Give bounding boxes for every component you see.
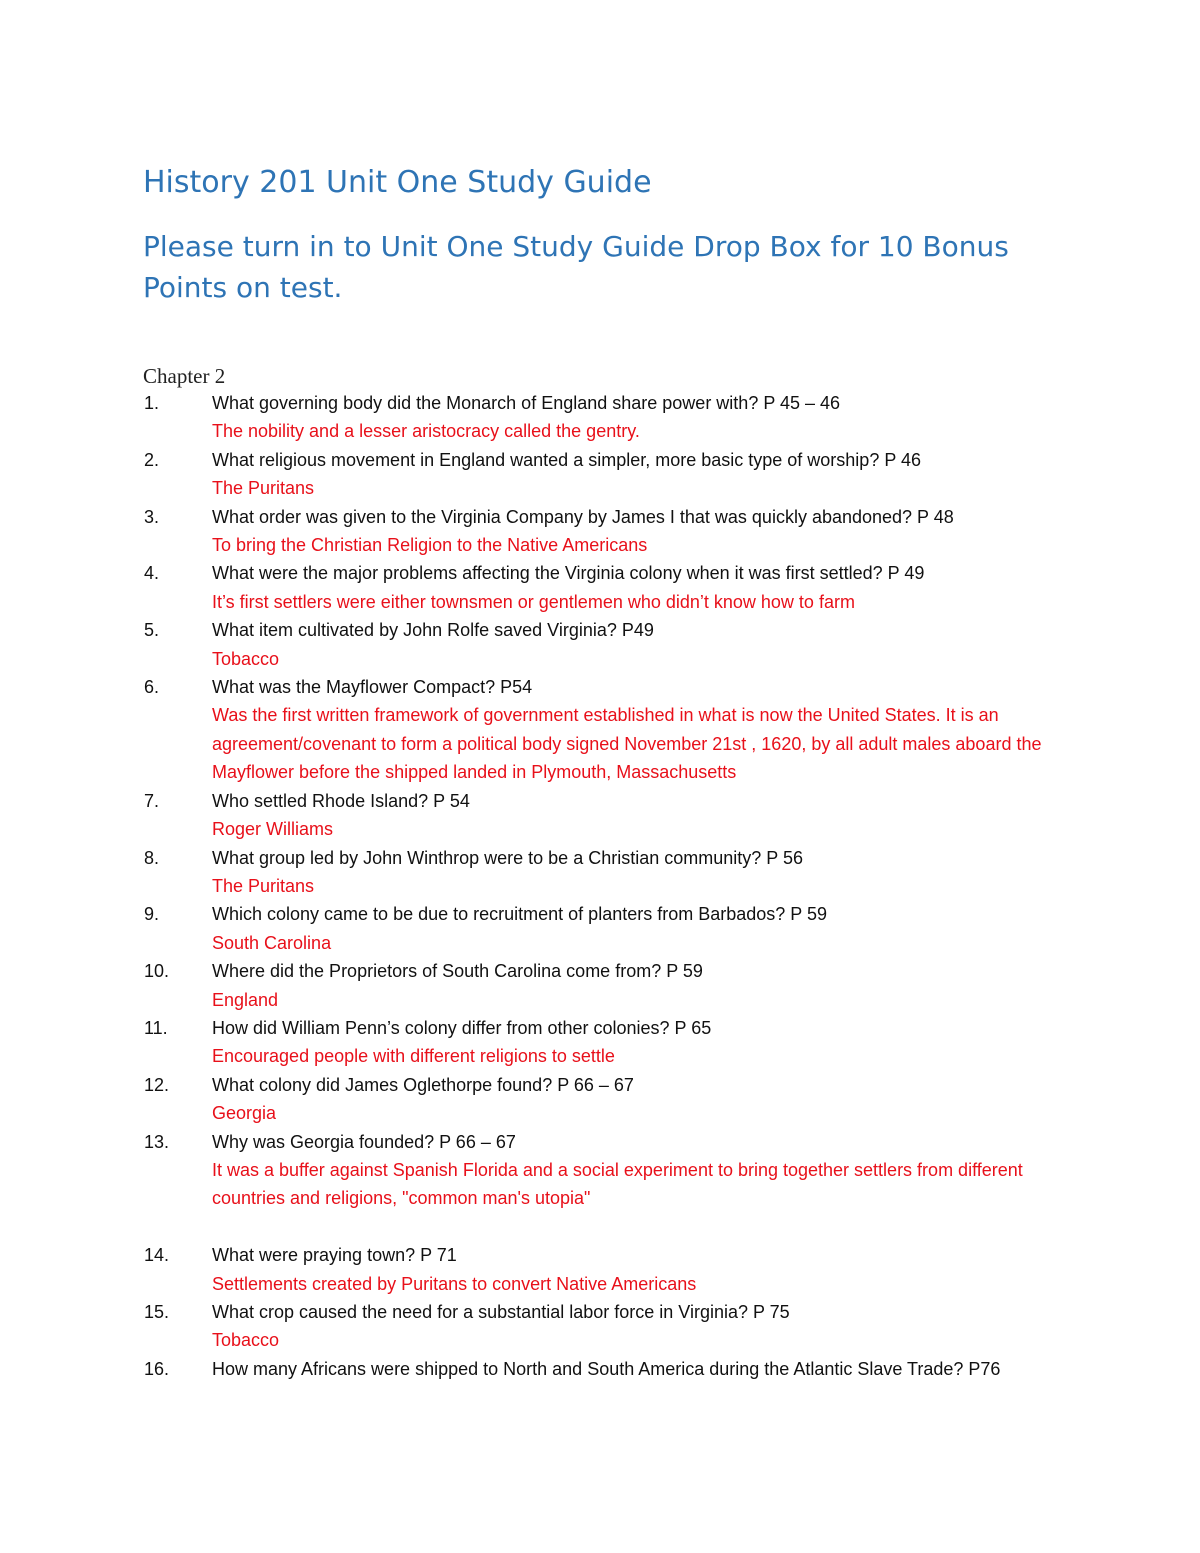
- question-text: How did William Penn’s colony differ from other colonies? P 65: [212, 1017, 712, 1038]
- answer-text: Tobacco: [212, 1330, 280, 1351]
- question-text: What group led by John Winthrop were to be a Christian community? P 56: [212, 847, 803, 868]
- answer-text: It’s first settlers were either townsmen or gentlemen who didn’t know how to farm: [212, 591, 855, 612]
- answer-text: It was a buffer against Spanish Florida and a social experiment to bring together settlers from different countries and religions, "common man's utopia": [212, 1159, 1023, 1209]
- question-number: 13.: [144, 1131, 170, 1152]
- question-item: [0, 673, 1200, 787]
- question-text: What crop caused the need for a substantial labor force in Virginia? P 75: [212, 1301, 790, 1322]
- question-item: [0, 446, 1200, 503]
- question-number: 16.: [144, 1358, 170, 1379]
- question-item: [0, 900, 1200, 957]
- question-number: 4.: [144, 563, 160, 584]
- question-text: What governing body did the Monarch of England share power with? P 45 – 46: [212, 393, 841, 413]
- question-number: 2.: [144, 449, 160, 470]
- question-text: What religious movement in England wanted a simpler, more basic type of worship? P 46: [212, 449, 922, 470]
- question-text: Who settled Rhode Island? P 54: [212, 790, 470, 811]
- question-text: Which colony came to be due to recruitment of planters from Barbados? P 59: [212, 904, 827, 925]
- answer-text: To bring the Christian Religion to the Native Americans: [212, 535, 648, 556]
- answer-text: Encouraged people with different religions to settle: [212, 1046, 615, 1067]
- question-item: [0, 389, 1200, 446]
- question-item: [0, 787, 1200, 844]
- chapter-heading: Chapter 2: [143, 364, 226, 388]
- answer-text: Settlements created by Puritans to convert Native Americans: [212, 1273, 697, 1294]
- question-number: 3.: [144, 506, 160, 527]
- question-item: [0, 1241, 1200, 1298]
- question-text: What colony did James Oglethorpe found? P 66 – 67: [212, 1074, 634, 1095]
- question-list: [0, 389, 1200, 1383]
- question-text: What were the major problems affecting the Virginia colony when it was first settled? P 49: [212, 563, 925, 584]
- question-number: 1.: [144, 393, 160, 413]
- question-item: [0, 616, 1200, 673]
- question-item: [0, 1298, 1200, 1355]
- question-item: [0, 1355, 1200, 1383]
- question-item: [0, 559, 1200, 616]
- answer-text: Tobacco: [212, 648, 280, 669]
- answer-text: The Puritans: [212, 875, 315, 896]
- question-item: [0, 503, 1200, 560]
- question-number: 12.: [144, 1074, 170, 1095]
- question-text: Where did the Proprietors of South Carolina come from? P 59: [212, 961, 703, 982]
- question-text: What item cultivated by John Rolfe saved Virginia? P49: [212, 620, 654, 641]
- answer-text: Georgia: [212, 1103, 277, 1124]
- question-item: [0, 1014, 1200, 1071]
- question-text: Why was Georgia founded? P 66 – 67: [212, 1131, 516, 1152]
- question-text: What was the Mayflower Compact? P54: [212, 677, 533, 698]
- question-number: 9.: [144, 904, 160, 925]
- question-item: [0, 1071, 1200, 1128]
- question-item: [0, 957, 1200, 1014]
- answer-text: England: [212, 989, 279, 1010]
- question-number: 5.: [144, 620, 160, 641]
- question-number: 11.: [144, 1017, 168, 1038]
- answer-text: Was the first written framework of government established in what is now the United States. It is an agreement/covenant to form a political body signed November 21st , 1620, by all adult males aboard the Mayflower before the shipped landed in Plymouth, Massachusetts: [212, 705, 1042, 783]
- answer-text: The Puritans: [212, 478, 315, 499]
- question-item: [0, 844, 1200, 901]
- document-title: History 201 Unit One Study Guide: [143, 165, 652, 200]
- answer-text: Roger Williams: [212, 819, 334, 840]
- question-number: 10.: [144, 961, 170, 982]
- question-number: 15.: [144, 1301, 170, 1322]
- document-subtitle: Please turn in to Unit One Study Guide Drop Box for 10 Bonus Points on test.: [143, 230, 1009, 304]
- question-text: How many Africans were shipped to North and South America during the Atlantic Slave Trade? P76: [212, 1358, 1001, 1379]
- answer-text: South Carolina: [212, 932, 332, 953]
- question-item: [0, 1128, 1200, 1213]
- question-text: What were praying town? P 71: [212, 1245, 457, 1266]
- answer-text: The nobility and a lesser aristocracy called the gentry.: [212, 421, 640, 442]
- question-number: 14.: [144, 1245, 170, 1266]
- question-text: What order was given to the Virginia Company by James I that was quickly abandoned? P 48: [212, 506, 954, 527]
- question-number: 6.: [144, 677, 160, 698]
- question-number: 8.: [144, 847, 160, 868]
- question-number: 7.: [144, 790, 160, 811]
